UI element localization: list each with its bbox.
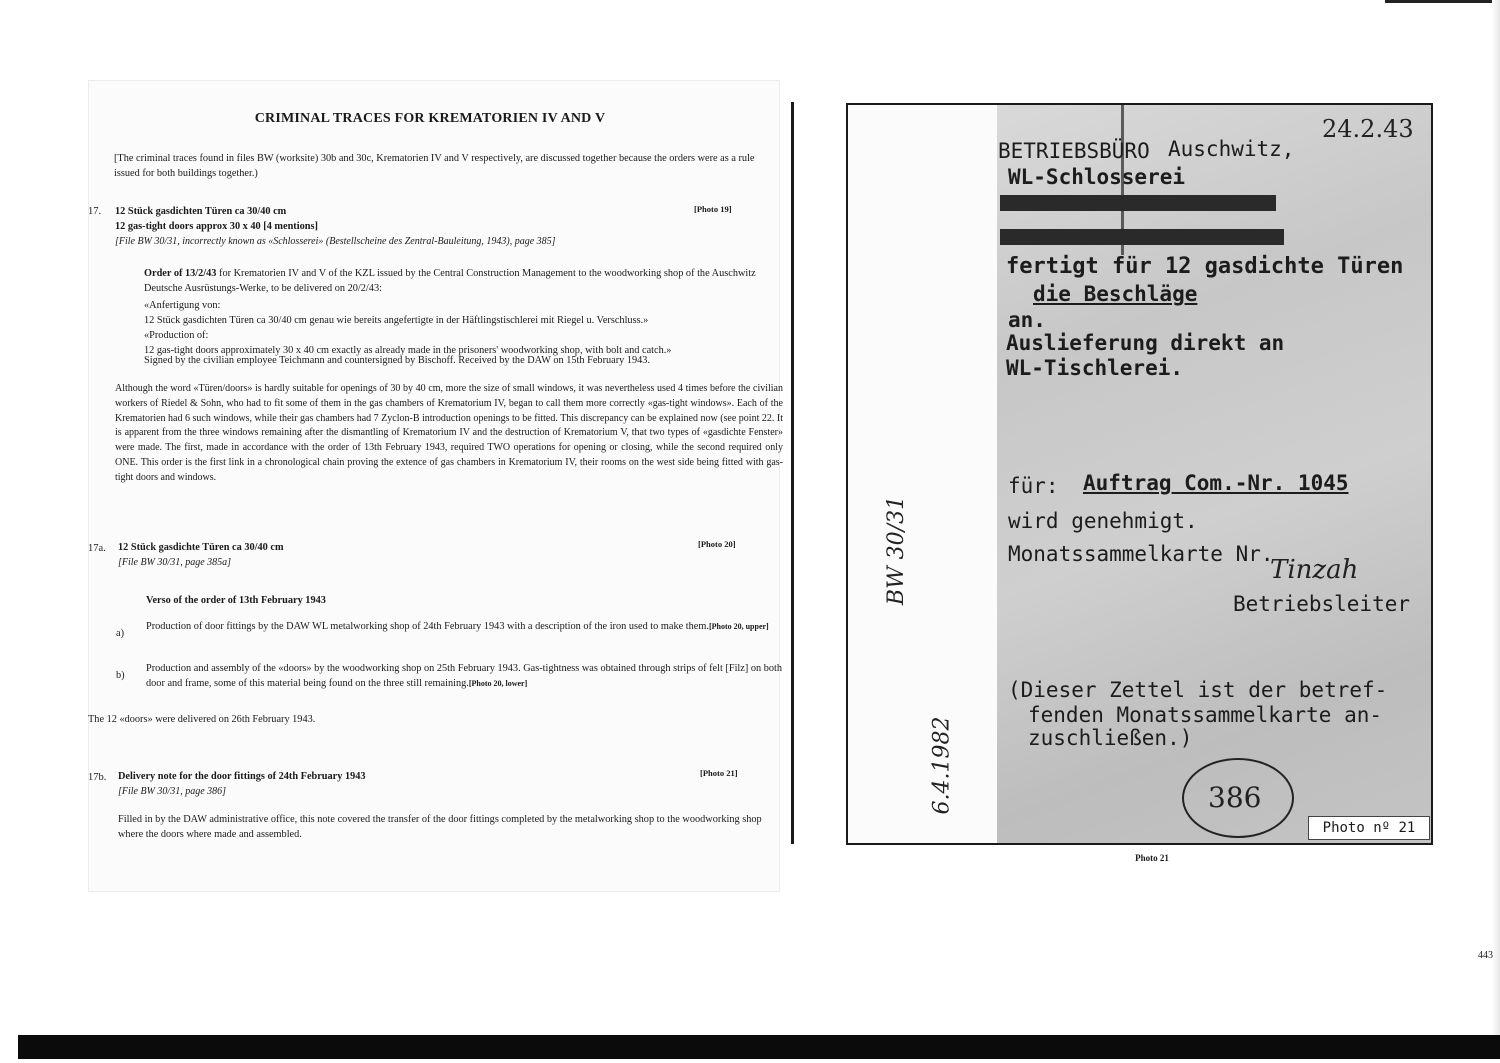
item-a-text: [146, 619, 786, 634]
scan-bottom-bar: [18, 1035, 1500, 1059]
section-17a-heading: 12 Stück gasdichte Türen ca 30/40 cm: [118, 542, 284, 553]
section-17b-file-reference: [File BW 30/31, page 386]: [118, 786, 227, 797]
archive-page-number: 386: [1208, 781, 1262, 814]
item-a-photo-ref: [Photo 20, upper]: [708, 622, 769, 631]
photo-line-beschlaege: die Beschläge: [1033, 282, 1198, 306]
page-edge-shadow: [1492, 0, 1500, 1035]
photo-line-auslieferung: Auslieferung direkt an: [1006, 331, 1285, 355]
item-b-description: Production and assembly of the «doors» by the woodworking shop on 25th February 1943. Gas-tightness was obtained through strips of felt [Filz] on both door and frame, some of this material being found on the three still remaining.: [146, 663, 783, 689]
section-17a-file-reference: [File BW 30/31, page 385a]: [118, 557, 232, 568]
section-17-discussion: Although the word «Türen/doors» is hardly suitable for openings of 30 by 40 cm, more the size of small windows, it was nevertheless used 4 times before the civilian workers of Riedel & Sohn, who had to fit some of them in the gas chambers of Krematorium IV, began to call them more correctly «gas-tight windows». Each of the Krematorien had 6 such windows, while their gas chambers had 7 Zyclon-B introduction openings to be fitted. This discrepancy can be explained now (see point 22. It is apparent from the three windows remaining after the dismantling of Krematorium IV and the destruction of Krematorium V, that two types of «gasdichte Fenster» were made. The first, made in accordance with the order of 13th February 1943, required TWO operations for opening or closing, while the second required only ONE. This order is the first link in a chronological chain proving the extence of gas chambers in Krematorium IV, their rooms on the west side being fitted with gas-tight doors and windows.: [115, 383, 783, 483]
photo-margin-date-note: 6.4.1982: [929, 716, 955, 815]
photo-location: Auschwitz,: [1168, 137, 1295, 161]
photo-margin-file-note: BW 30/31: [884, 495, 910, 606]
delivery-statement: The 12 «doors» were delivered on 26th February 1943.: [88, 714, 316, 725]
photo-label-fuer: für:: [1008, 474, 1059, 498]
photo-number-label: Photo nº 21: [1308, 816, 1430, 840]
section-17-number: 17.: [88, 206, 102, 217]
photo-order-number: Auftrag Com.-Nr. 1045: [1083, 471, 1349, 495]
struck-line-2: [1000, 229, 1284, 245]
quote-line-4: 12 gas-tight doors approximately 30 x 40 cm exactly as already made in the prisoners' woodworking shop, with bolt and catch.»: [144, 345, 672, 356]
section-17-order: [144, 266, 782, 296]
photo-line-fertigt: fertigt für 12 gasdichte Türen: [1006, 254, 1404, 279]
section-17b-number: 17b.: [88, 772, 107, 783]
page-divider: [791, 102, 794, 844]
quote-line-3: «Production of:: [144, 330, 209, 341]
photo-note-line-1: (Dieser Zettel ist der betref-: [1008, 678, 1388, 702]
photo-workshop-stamp: WL-Schlosserei: [1008, 165, 1186, 189]
photo-note-line-2: fenden Monatssammelkarte an-: [1028, 703, 1383, 727]
item-a-description: Production of door fittings by the DAW WL metalworking shop of 24th February 1943 with a description of the iron used to make them.: [146, 621, 709, 632]
order-description: for Krematorien IV and V of the KZL issued by the Central Construction Management to the woodworking shop of the Auschwitz Deutsche Ausrüstungs-Werke, to be delivered on 20/2/43:: [144, 268, 756, 294]
item-b-label: b): [116, 670, 125, 681]
photo-21-document: [846, 103, 1433, 845]
section-17b-heading: Delivery note for the door fittings of 24th February 1943: [118, 771, 366, 782]
section-17-file-reference: [File BW 30/31, incorrectly known as «Schlosserei» (Bestellscheine des Zentral-Bauleitung, 1943), page 385]: [115, 236, 556, 247]
photo-office-header: BETRIEBSBÜRO: [998, 139, 1150, 163]
photo-line-betriebsleiter: Betriebsleiter: [1233, 592, 1411, 616]
quote-signature: Signed by the civilian employee Teichmann and countersigned by Bischoff. Received by the DAW on 15th February 1943.: [144, 355, 651, 366]
intro-text: [The criminal traces found in files BW (worksite) 30b and 30c, Krematorien IV and V respectively, are discussed together because the orders were as a rule issued for both buildings together.): [114, 153, 755, 179]
order-date: Order of 13/2/43: [144, 268, 217, 279]
section-17b-photo-ref: [Photo 21]: [700, 768, 738, 778]
section-17-heading-german: 12 Stück gasdichten Türen ca 30/40 cm: [115, 206, 287, 217]
photo-date: 24.2.43: [1322, 115, 1414, 143]
verso-heading: Verso of the order of 13th February 1943: [146, 595, 326, 606]
quote-line-2: 12 Stück gasdichten Türen ca 30/40 cm genau wie bereits angefertigte in der Häftlingstischlerei mit Riegel u. Verschluss.»: [144, 315, 649, 326]
item-b-photo-ref: [Photo 20, lower]: [468, 679, 528, 688]
photo-note-line-3: zuschließen.): [1028, 726, 1193, 750]
section-17b-description: Filled in by the DAW administrative office, this note covered the transfer of the door fittings completed by the metalworking shop to the woodworking shop where the doors where made and assembled.: [118, 814, 762, 840]
item-a-label: a): [116, 628, 124, 639]
photo-signature: Tinzah: [1270, 555, 1359, 585]
photo-caption: Photo 21: [1135, 853, 1169, 863]
photo-line-an: an.: [1008, 308, 1046, 332]
top-rule: [1385, 0, 1500, 3]
section-17a-number: 17a.: [88, 543, 106, 554]
quote-line-1: «Anfertigung von:: [144, 300, 221, 311]
section-17-heading-english: 12 gas-tight doors approx 30 x 40 [4 mentions]: [115, 221, 318, 232]
page-number: 443: [1478, 950, 1493, 961]
item-b-text: [146, 661, 786, 691]
section-17-photo-ref: [Photo 19]: [694, 204, 732, 214]
photo-line-tischlerei: WL-Tischlerei.: [1006, 356, 1184, 380]
page-title: CRIMINAL TRACES FOR KREMATORIEN IV AND V: [254, 111, 606, 126]
struck-line-1: [1000, 195, 1276, 211]
photo-line-monatssammelkarte: Monatssammelkarte Nr.: [1008, 542, 1274, 566]
section-17a-photo-ref: [Photo 20]: [698, 539, 736, 549]
photo-line-genehmigt: wird genehmigt.: [1008, 509, 1198, 533]
